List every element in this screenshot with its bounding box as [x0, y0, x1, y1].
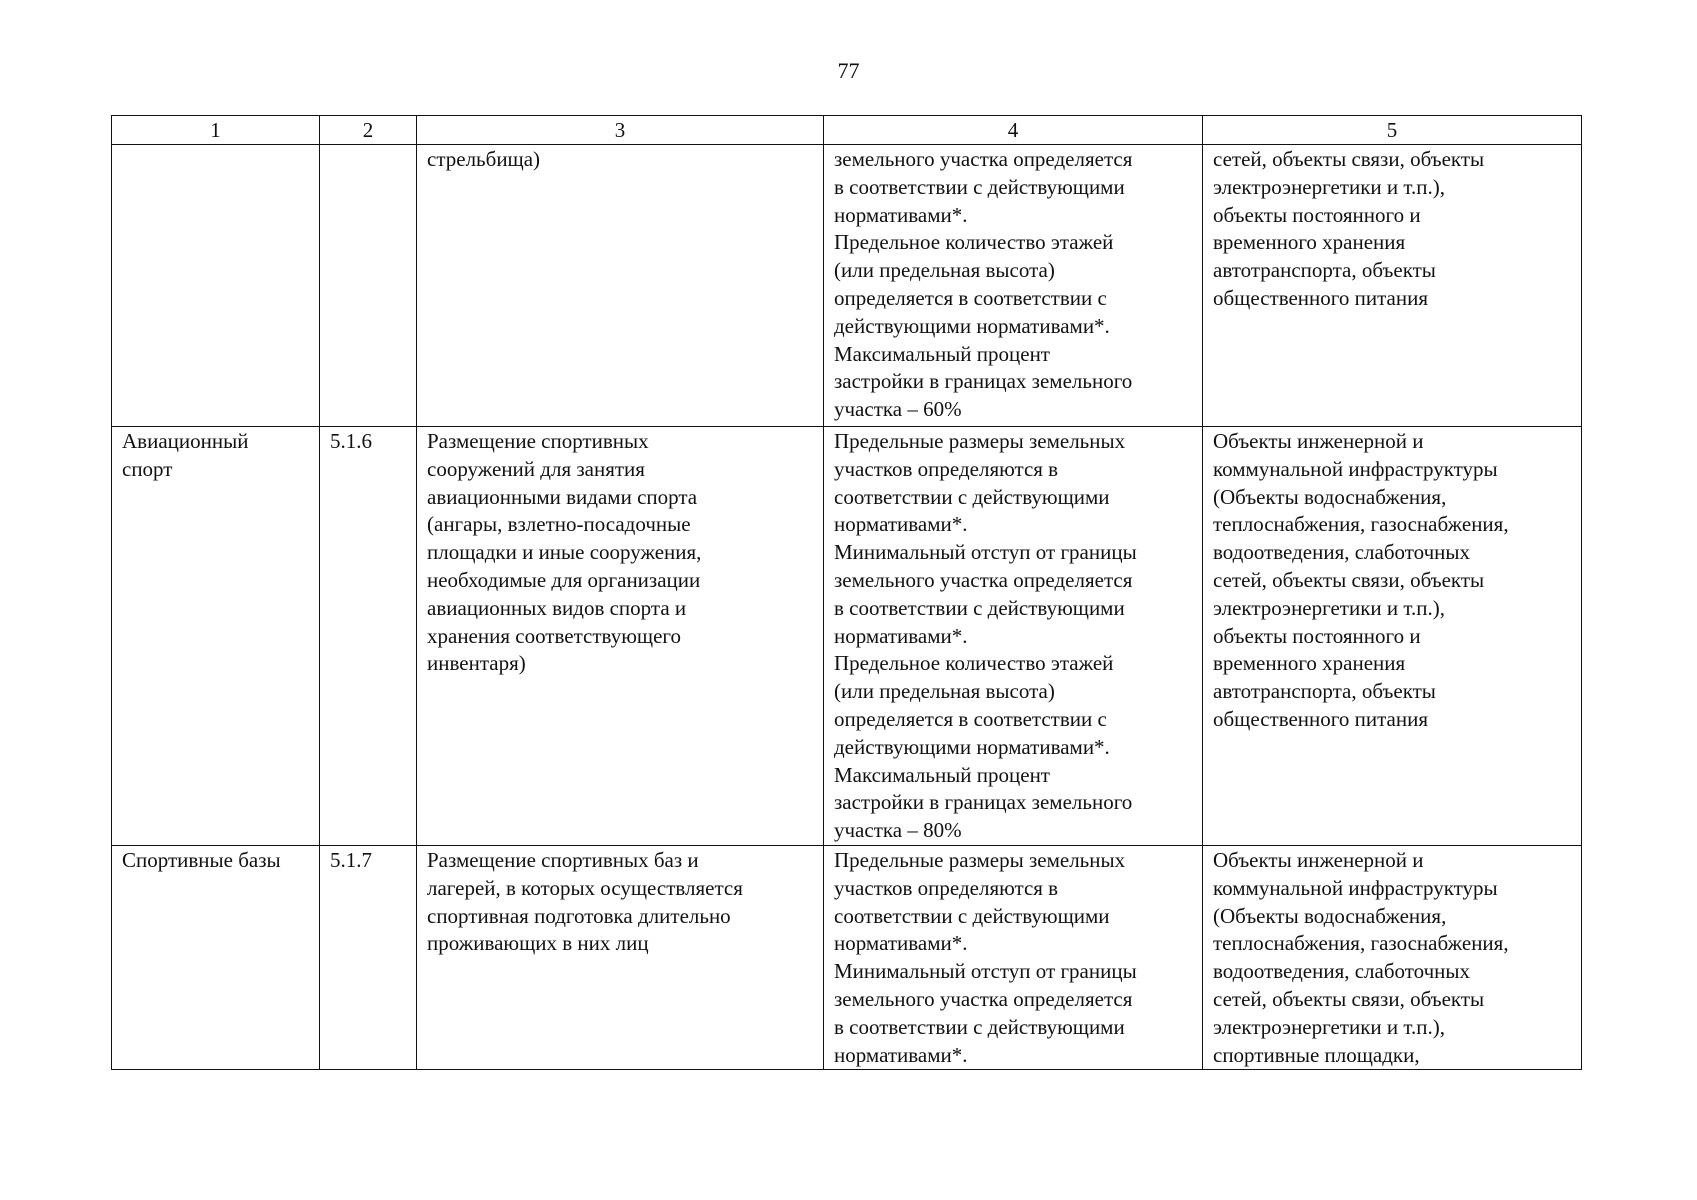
cell-text-line: Размещение спортивных: [427, 429, 649, 453]
cell-text-line: земельного участка определяется: [834, 986, 1133, 1011]
cell-text-line: общественного питания: [1213, 285, 1428, 310]
cell-text-line: Авиационный: [122, 429, 249, 453]
cell-text-line: водоотведения, слаботочных: [1213, 540, 1471, 565]
table-row: [112, 427, 1582, 846]
cell-text-line: электроэнергетики и т.п.),: [1213, 595, 1445, 620]
cell-text-line: действующими нормативами*.: [834, 313, 1110, 338]
cell-text-line: нормативами*.: [834, 623, 968, 648]
cell-text-line: Предельное количество этажей: [834, 651, 1114, 676]
cell-text-line: автотранспорта, объекты: [1213, 679, 1436, 704]
cell-text-line: Предельные размеры земельных: [834, 847, 1126, 872]
cell-text-line: Объекты инженерной и: [1213, 429, 1424, 453]
use-name-cell: [112, 145, 320, 427]
use-description-cell: [417, 427, 824, 846]
parameters-cell: [824, 145, 1203, 427]
cell-text-line: в соответствии с действующими: [834, 174, 1125, 199]
cell-text-line: необходимые для организации: [427, 567, 701, 592]
cell-text-line: Объекты инженерной и: [1213, 847, 1424, 872]
auxiliary-objects-cell: [1203, 845, 1582, 1069]
table-row: [112, 145, 1582, 427]
cell-text-line: 5.1.7: [330, 847, 372, 872]
cell-text-line: земельного участка определяется: [834, 147, 1133, 171]
cell-text-line: Минимальный отступ от границы: [834, 540, 1137, 565]
cell-text-line: (Объекты водоснабжения,: [1213, 903, 1447, 928]
table-body: [112, 145, 1582, 1070]
cell-text-line: в соответствии с действующими: [834, 1014, 1125, 1039]
cell-text-line: временного хранения: [1213, 651, 1406, 676]
cell-text-line: авиационными видами спорта: [427, 484, 698, 509]
use-code-cell: [320, 145, 417, 427]
cell-text-line: в соответствии с действующими: [834, 595, 1125, 620]
column-header: 1: [112, 116, 320, 145]
cell-text-line: Спортивные базы: [122, 847, 281, 872]
cell-text-line: коммунальной инфраструктуры: [1213, 875, 1498, 900]
use-description-cell: [417, 845, 824, 1069]
cell-text-line: определяется в соответствии с: [834, 706, 1107, 731]
cell-text-line: коммунальной инфраструктуры: [1213, 456, 1498, 481]
cell-text-line: общественного питания: [1213, 706, 1428, 731]
cell-text-line: участков определяются в: [834, 456, 1059, 481]
auxiliary-objects-cell: [1203, 427, 1582, 846]
cell-text-line: Минимальный отступ от границы: [834, 959, 1137, 984]
cell-text-line: спорт: [122, 456, 173, 481]
use-description-cell: [417, 145, 824, 427]
use-code-cell: [320, 845, 417, 1069]
page-number: 77: [837, 58, 860, 83]
cell-text-line: действующими нормативами*.: [834, 734, 1110, 759]
cell-text-line: теплоснабжения, газоснабжения,: [1213, 931, 1509, 956]
cell-text-line: участка – 80%: [834, 818, 962, 843]
cell-text-line: нормативами*.: [834, 202, 968, 227]
cell-text-line: нормативами*.: [834, 931, 968, 956]
cell-text-line: объекты постоянного и: [1213, 623, 1421, 648]
cell-text-line: застройки в границах земельного: [834, 369, 1133, 394]
cell-text-line: инвентаря): [427, 651, 526, 676]
cell-text-line: Предельные размеры земельных: [834, 429, 1126, 453]
cell-text-line: водоотведения, слаботочных: [1213, 959, 1471, 984]
cell-text-line: застройки в границах земельного: [834, 790, 1133, 815]
cell-text-line: (Объекты водоснабжения,: [1213, 484, 1447, 509]
cell-text-line: участка – 60%: [834, 397, 962, 422]
cell-text-line: электроэнергетики и т.п.),: [1213, 1014, 1445, 1039]
cell-text-line: участков определяются в: [834, 875, 1059, 900]
use-name-cell: [112, 845, 320, 1069]
cell-text-line: сооружений для занятия: [427, 456, 645, 481]
cell-text-line: лагерей, в которых осуществляется: [427, 875, 743, 900]
cell-text-line: авиационных видов спорта и: [427, 595, 687, 620]
cell-text-line: сетей, объекты связи, объекты: [1213, 567, 1485, 592]
column-header: 3: [417, 116, 824, 145]
cell-text-line: объекты постоянного и: [1213, 202, 1421, 227]
cell-text-line: теплоснабжения, газоснабжения,: [1213, 512, 1509, 537]
cell-text-line: соответствии с действующими: [834, 903, 1110, 928]
cell-text-line: (ангары, взлетно-посадочные: [427, 512, 691, 537]
cell-text-line: хранения соответствующего: [427, 623, 681, 648]
parameters-cell: [824, 427, 1203, 846]
cell-text-line: Предельное количество этажей: [834, 230, 1114, 255]
cell-text-line: определяется в соответствии с: [834, 285, 1107, 310]
column-header: 5: [1203, 116, 1582, 145]
cell-text-line: спортивная подготовка длительно: [427, 903, 731, 928]
cell-text-line: (или предельная высота): [834, 679, 1055, 704]
cell-text-line: проживающих в них лиц: [427, 931, 649, 956]
cell-text-line: автотранспорта, объекты: [1213, 258, 1436, 283]
cell-text-line: 5.1.6: [330, 429, 372, 453]
column-header: 4: [824, 116, 1203, 145]
cell-text-line: Размещение спортивных баз и: [427, 847, 699, 872]
auxiliary-objects-cell: [1203, 145, 1582, 427]
cell-text-line: нормативами*.: [834, 1042, 968, 1067]
cell-text-line: площадки и иные сооружения,: [427, 540, 702, 565]
table-row: [112, 845, 1582, 1069]
cell-text-line: временного хранения: [1213, 230, 1406, 255]
cell-text-line: сетей, объекты связи, объекты: [1213, 147, 1485, 171]
table-header-row: [112, 116, 1582, 145]
land-use-table: [111, 115, 1582, 1070]
cell-text-line: спортивные площадки,: [1213, 1042, 1420, 1067]
cell-text-line: земельного участка определяется: [834, 567, 1133, 592]
cell-text-line: соответствии с действующими: [834, 484, 1110, 509]
cell-text-line: Максимальный процент: [834, 762, 1050, 787]
parameters-cell: [824, 845, 1203, 1069]
cell-text-line: Максимальный процент: [834, 341, 1050, 366]
cell-text-line: стрельбища): [427, 147, 541, 171]
use-code-cell: [320, 427, 417, 846]
cell-text-line: электроэнергетики и т.п.),: [1213, 174, 1445, 199]
use-name-cell: [112, 427, 320, 846]
cell-text-line: нормативами*.: [834, 512, 968, 537]
cell-text-line: (или предельная высота): [834, 258, 1055, 283]
column-header: 2: [320, 116, 417, 145]
cell-text-line: сетей, объекты связи, объекты: [1213, 986, 1485, 1011]
